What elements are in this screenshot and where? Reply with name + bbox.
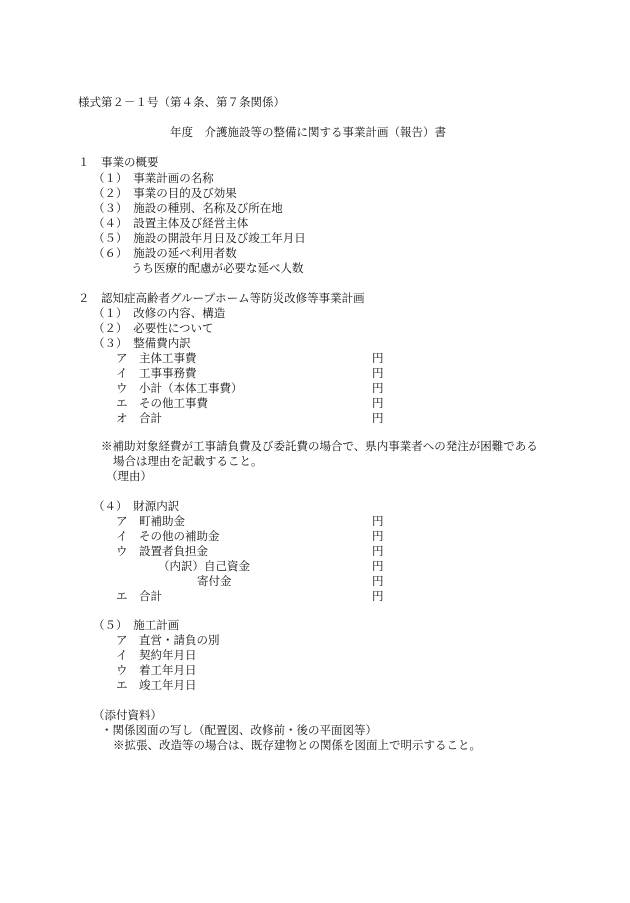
- s2-item-2: （２） 必要性について: [93, 321, 214, 335]
- fund-row-b: イ その他の補助金: [116, 529, 220, 543]
- fund-heading: （４） 財源内訳: [93, 499, 180, 513]
- note-line-1: ※補助対象経費が工事請負費及び委託費の場合で、県内事業者への発注が困難である: [101, 439, 538, 453]
- cost-row-d: エ その他工事費: [116, 396, 208, 410]
- s1-item-6-sub: うち医療的配慮が必要な延べ人数: [131, 261, 304, 275]
- yen-unit: 円: [372, 574, 384, 588]
- fund-inner-donation: 寄付金: [197, 574, 232, 588]
- cost-row-b: イ 工事事務費: [116, 366, 197, 380]
- fund-row-a: ア 町補助金: [116, 514, 185, 528]
- yen-unit: 円: [372, 529, 384, 543]
- s2-item-3: （３） 整備費内訳: [93, 336, 191, 350]
- yen-unit: 円: [372, 411, 384, 425]
- cost-row-e: オ 合計: [116, 411, 162, 425]
- attachment-item: ・関係図面の写し（配置図、改修前・後の平面図等）: [101, 723, 377, 737]
- work-row-c: ウ 着工年月日: [116, 663, 197, 677]
- s1-item-4: （４） 設置主体及び経営主体: [93, 216, 249, 230]
- section-1-heading: １ 事業の概要: [78, 155, 159, 169]
- yen-unit: 円: [372, 544, 384, 558]
- attachment-heading: （添付資料）: [93, 708, 162, 722]
- s1-item-5: （５） 施設の開設年月日及び竣工年月日: [93, 231, 306, 245]
- section-2-heading: ２ 認知症高齢者グループホーム等防災改修等事業計画: [78, 291, 365, 305]
- work-row-b: イ 契約年月日: [116, 648, 197, 662]
- document-title: 年度 介護施設等の整備に関する事業計画（報告）書: [170, 125, 446, 139]
- fund-row-c: ウ 設置者負担金: [116, 544, 208, 558]
- note-line-2: 場合は理由を記載すること。: [113, 454, 263, 468]
- cost-row-c: ウ 小計（本体工事費）: [116, 381, 243, 395]
- cost-row-a: ア 主体工事費: [116, 351, 197, 365]
- attachment-note: ※拡張、改造等の場合は、既存建物との関係を図面上で明示すること。: [113, 738, 481, 752]
- reason-label: （理由）: [106, 469, 152, 483]
- work-heading: （５） 施工計画: [93, 618, 180, 632]
- s1-item-3: （３） 施設の種別、名称及び所在地: [93, 201, 283, 215]
- fund-row-total: エ 合計: [116, 589, 162, 603]
- yen-unit: 円: [372, 351, 384, 365]
- work-row-a: ア 直営・請負の別: [116, 633, 220, 647]
- yen-unit: 円: [372, 366, 384, 380]
- yen-unit: 円: [372, 381, 384, 395]
- yen-unit: 円: [372, 514, 384, 528]
- yen-unit: 円: [372, 396, 384, 410]
- s1-item-6: （６） 施設の延べ利用者数: [93, 246, 237, 260]
- yen-unit: 円: [372, 559, 384, 573]
- s1-item-1: （１） 事業計画の名称: [93, 171, 214, 185]
- s2-item-1: （１） 改修の内容、構造: [93, 306, 226, 320]
- work-row-d: エ 竣工年月日: [116, 678, 197, 692]
- yen-unit: 円: [372, 589, 384, 603]
- s1-item-2: （２） 事業の目的及び効果: [93, 186, 237, 200]
- form-number: 様式第２－１号（第４条、第７条関係）: [78, 95, 285, 109]
- fund-inner-own: （内訳）自己資金: [158, 559, 250, 573]
